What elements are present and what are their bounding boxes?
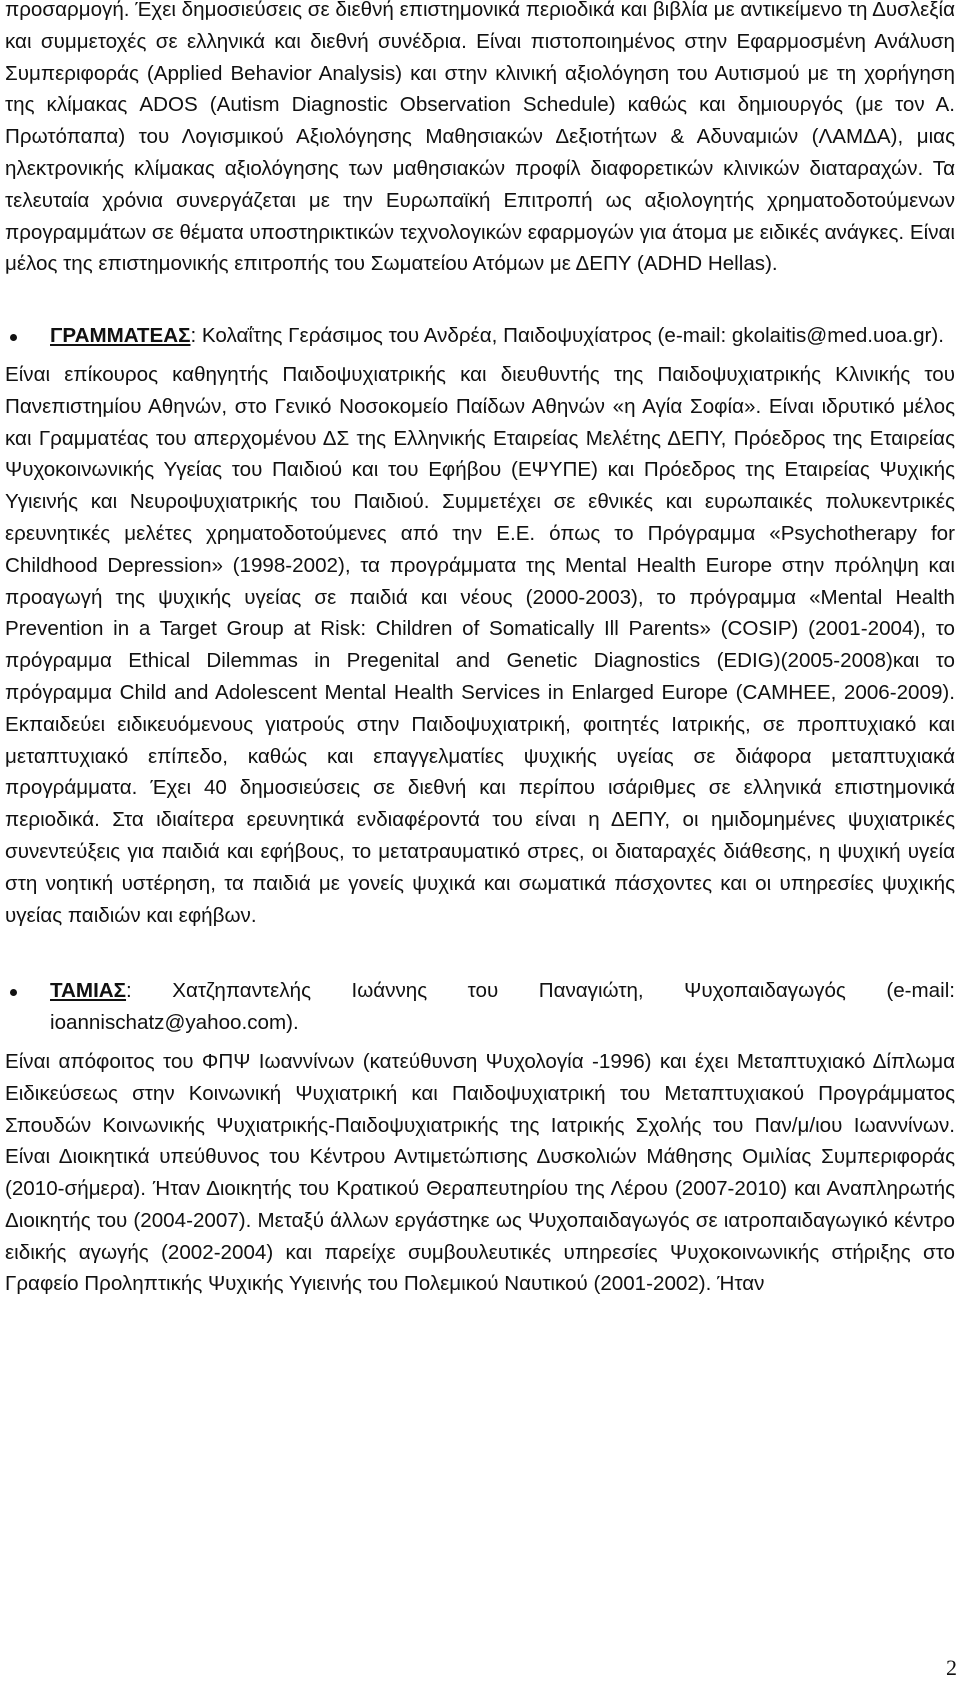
secretary-heading-text <box>5 320 955 352</box>
treasurer-section <box>5 975 955 1300</box>
secretary-section <box>5 320 955 931</box>
secretary-bio: Είναι επίκουρος καθηγητής Παιδοψυχιατρικής και διευθυντής της Παιδοψυχιατρικής Κλινικής του Πανεπιστημίου Αθηνών, στο Γενικό Νοσοκομείο Παίδων Αθηνών «η Αγία Σοφία». Είναι ιδρυτικό μέλος και Γραμματέας του απερχομένου ΔΣ της Ελληνικής Εταιρείας Μελέτης ΔΕΠΥ, Πρόεδρος της Εταιρείας Ψυχοκοινωνικής Υγείας του Παιδιού και του Εφήβου (ΕΨΥΠΕ) και Πρόεδρος της Εταιρείας Ψυχικής Υγιεινής και Νευροψυχιατρικής του Παιδιού. Συμμετέχει σε εθνικές και ευρωπαικές πολυκεντρικές ερευνητικές μελέτες χρηματοδοτούμενες από την Ε.Ε. όπως το Πρόγραμμα «Psychotherapy for Childhood Depression» (1998-2002), τα προγράμματα της Mental Health Europe στην πρόληψη και προαγωγή της ψυχικής υγείας σε παιδιά και νέους (2000-2003), το πρόγραμμα «Mental Health Prevention in a Target Group at Risk: Children of Somatically Ill Parents» (COSIP) (2001-2004), το πρόγραμμα Ethical Dilemmas in Pregenital and Genetic Diagnostics (EDIG)(2005-2008)και το πρόγραμμα Child and Adolescent Mental Health Services in Enlarged Europe (CAMHEE, 2006-2009). Εκπαιδεύει ειδικευόμενους γιατρούς στην Παιδοψυχιατρική, φοιτητές Ιατρικής, σε προπτυχιακό και μεταπτυχιακό επίπεδο, καθώς και επαγγελματίες ψυχικής υγείας σε διάφορα μεταπτυχιακά προγράμματα. Έχει 40 δημοσιεύσεις σε διεθνή και περίπου ισάριθμες σε ελληνικά επιστημονικά περιοδικά. Στα ιδιαίτερα ερευνητικά ενδιαφέροντά του είναι η ΔΕΠΥ, οι ημιδομημένες ψυχιατρικές συνεντεύξεις για παιδιά και εφήβους, το μετατραυματικό στρες, οι διαταραχές διάθεσης, η ψυχική υγεία στη νοητική υστέρηση, τα παιδιά με γονείς ψυχικά και σωματικά πάσχοντες και οι υπηρεσίες ψυχικής υγείας παιδιών και εφήβων. <box>5 362 955 927</box>
treasurer-bio: Είναι απόφοιτος του ΦΠΨ Ιωαννίνων (κατεύθυνση Ψυχολογία -1996) και έχει Μεταπτυχιακό Δίπλωμα Ειδικεύσεως στην Κοινωνική Ψυχιατρική και Παιδοψυχιατρική του Μεταπτυχιακού Προγράμματος Σπουδών Κοινωνικής Ψυχιατρικής-Παιδοψυχιατρικής της Ιατρικής Σχολής του Παν/μ/ιου Ιωαννίνων. Είναι Διοικητικά υπεύθυνος του Κέντρου Αντιμετώπισης Δυσκολιών Μάθησης Ομιλίας Συμπεριφοράς (2010-σήμερα). Ήταν Διοικητής του Κρατικού Θεραπευτηρίου της Λέρου (2007-2010) και Αναπληρωτής Διοικητής του (2004-2007). Μεταξύ άλλων εργάστηκε ως Ψυχοπαιδαγωγός σε ιατροπαιδαγωγικό κέντρο ειδικής αγωγής (2002-2004) και παρείχε συμβουλευτικές υπηρεσίες Ψυχοκοινωνικής στήριξης στο Γραφείο Προληπτικής Ψυχικής Υγιεινής του Πολεμικού Ναυτικού (2001-2002). Ήταν <box>5 1049 955 1296</box>
document-page <box>5 0 955 1300</box>
page-number: 2 <box>946 1655 957 1680</box>
treasurer-heading <box>5 975 955 1039</box>
treasurer-heading-text <box>5 975 955 1039</box>
intro-paragraph: προσαρμογή. Έχει δημοσιεύσεις σε διεθνή επιστημονικά περιοδικά και βιβλία με αντικείμενο τη Δυσλεξία και συμμετοχές σε ελληνικά και διεθνή συνέδρια. Είναι πιστοποιημένος στην Εφαρμοσμένη Ανάλυση Συμπεριφοράς (Applied Behavior Analysis) και στην κλινική αξιολόγηση του Αυτισμού με τη χορήγηση της κλίμακας ADOS (Autism Diagnostic Observation Schedule) καθώς και δημιουργός (με τον Α. Πρωτόπαπα) του Λογισμικού Αξιολόγησης Μαθησιακών Δεξιοτήτων & Αδυναμιών (ΛΑΜΔΑ), μιας ηλεκτρονικής κλίμακας αξιολόγησης των μαθησιακών προφίλ διαφορετικών κλινικών διαταραχών. Τα τελευταία χρόνια συνεργάζεται με την Ευρωπαϊκή Επιτροπή ως αξιολογητής χρηματοδοτούμενων προγραμμάτων σε θέματα υποστηρικτικών τεχνολογικών εφαρμογών για άτομα με ειδικές ανάγκες. Είναι μέλος της επιστημονικής επιτροπής του Σωματείου Ατόμων με ΔΕΠΥ (ADHD Hellas). <box>5 0 955 276</box>
secretary-heading <box>5 320 955 352</box>
treasurer-heading-rest: : Χατζηπαντελής Ιωάννης του Παναγιώτη, Ψυχοπαιδαγωγός (e-mail: ioannischatz@yahoo.com). <box>50 979 955 1035</box>
secretary-role-label: ΓΡΑΜΜΑΤΕΑΣ <box>50 324 191 348</box>
treasurer-role-label: ΤΑΜΙΑΣ <box>50 979 127 1003</box>
secretary-heading-rest: : Κολαΐτης Γεράσιμος του Ανδρέα, Παιδοψυχίατρος (e-mail: gkolaitis@med.uoa.gr). <box>190 324 944 348</box>
